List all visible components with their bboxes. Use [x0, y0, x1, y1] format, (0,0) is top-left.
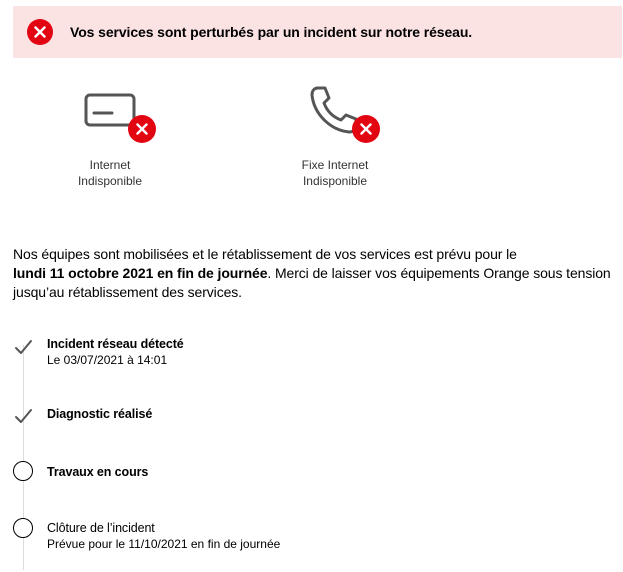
- checkmark-icon: [13, 337, 35, 359]
- internet-service-graphic: [84, 93, 158, 145]
- service-name: Fixe Internet: [301, 158, 369, 172]
- service-status: Indisponible: [302, 174, 368, 188]
- step-subtitle: Le 03/07/2021 à 14:01: [47, 353, 168, 367]
- service-internet: [35, 157, 185, 189]
- pending-circle-icon: [13, 461, 33, 481]
- restoration-message: [13, 245, 613, 302]
- message-text: Nos équipes sont mobilisées et le rétablissement de vos services est prévu pour le: [13, 246, 517, 262]
- phone-service-graphic: [308, 84, 386, 144]
- error-x-icon: [27, 19, 53, 45]
- service-name: Internet: [89, 158, 131, 172]
- message-text: . Merci de laisser vos équipements Orange sous tension jusqu’au rétablissement des services.: [13, 265, 611, 300]
- error-x-icon: [352, 115, 380, 143]
- step-title: Clôture de l’incident: [47, 521, 155, 535]
- error-x-icon: [128, 115, 156, 143]
- step-title: Incident réseau détecté: [47, 337, 184, 351]
- incident-alert-banner: [13, 6, 622, 58]
- checkmark-icon: [13, 406, 35, 428]
- alert-message: Vos services sont perturbés par un incident sur notre réseau.: [70, 24, 473, 40]
- step-title: Diagnostic réalisé: [47, 407, 153, 421]
- service-status: Indisponible: [77, 174, 143, 188]
- message-highlight-date: lundi 11 octobre 2021 en fin de journée: [13, 265, 268, 281]
- service-fixe-internet: [260, 157, 410, 189]
- pending-circle-icon: [13, 518, 33, 538]
- step-subtitle: Prévue pour le 11/10/2021 en fin de journée: [47, 537, 281, 551]
- step-title: Travaux en cours: [47, 465, 149, 479]
